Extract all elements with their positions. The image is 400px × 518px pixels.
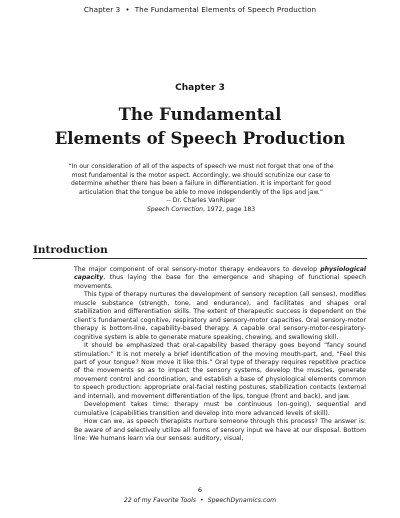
running-header — [0, 5, 400, 14]
footer-separator: • — [200, 497, 204, 504]
running-header-title: The Fundamental Elements of Speech Production — [134, 5, 317, 14]
paragraph-5: How can we, as speech therapists nurture someone through this process? The answer is: Be aware of and selectively utilize all forms of sensory input we have at our disposal. Bottom line: We humans learn via our senses: auditory, visual, — [74, 418, 366, 443]
quote-text: “In our consideration of all of the aspects of speech we must not forget that one of the most fundamental is the motor aspect. Accordingly, we should scrutinize our case to determine whether there has been a failure in differentiation. It is important for good articulation that the tongue be able to move independently of the lips and jaw.” — [68, 163, 334, 196]
page-footer — [0, 497, 400, 504]
paragraph-1 — [74, 266, 366, 291]
footer-right: SpeechDynamics.com — [207, 497, 277, 504]
paragraph-3: It should be emphasized that oral-capability based therapy goes beyond “fancy sound stimulation.” It is not merely a brief identification of the moving mouth-part, and, “Feel this part of your tongue? Now move it like this.” Oral type of therapy requires repetitive practice of the movements so as to impact the sensory systems, develop the muscles, generate movement control and coordination, and establish a base of physiological elements common to speech production: appropriate oral-facial resting postures, stabilization contacts (external and internal), and movement differentiation of the lips, tongue (front and back), and jaw. — [74, 342, 366, 400]
page-number: 6 — [197, 486, 203, 494]
running-header-separator: • — [125, 5, 130, 14]
chapter-title-line-1: The Fundamental — [118, 105, 282, 124]
section-divider — [33, 258, 367, 259]
quote-attribution: -- Dr. Charles VanRiper — [166, 197, 236, 205]
section-heading-introduction: Introduction — [33, 244, 108, 256]
chapter-title-line-2: Elements of Speech Production — [54, 129, 346, 148]
quote-source — [60, 206, 342, 215]
chapter-title — [0, 103, 400, 151]
paragraph-4: Development takes time; therapy must be continuous (on-going), sequential and cumulative (capabilities transition and develop into more advanced levels of skill). — [74, 401, 366, 417]
quote-source-title: Speech Correction — [146, 205, 204, 213]
epigraph-quote — [60, 163, 342, 215]
paragraph-2: This type of therapy nurtures the development of sensory reception (all senses), modifies muscle substance (strength, tone, and endurance), and facilitates and shapes oral stabilization and differentiation skills. The extent of therapeutic success is dependent on the client’s fundamental cognitive, respiratory and sensory-motor capacities. Oral sensory-motor therapy is bottom-line, capability-based therapy. A capable oral sensory-motor-respiratory-cognitive system is able to generate mature speaking, chewing, and swallowing skill. — [74, 291, 366, 341]
chapter-label: Chapter 3 — [175, 83, 225, 93]
footer-left: 22 of my Favorite Tools — [123, 497, 197, 504]
paragraph-1-text: The major component of oral sensory-motor therapy endeavors to develop — [74, 266, 321, 273]
running-header-chapter: Chapter 3 — [83, 5, 121, 14]
paragraph-1-text-end: , thus laying the base for the emergence and shaping of functional speech movements. — [74, 274, 366, 290]
quote-source-details: , 1972, page 183 — [203, 205, 256, 213]
body-text — [74, 266, 366, 444]
paragraph-1-emphasis: physiological capacity — [74, 266, 366, 282]
